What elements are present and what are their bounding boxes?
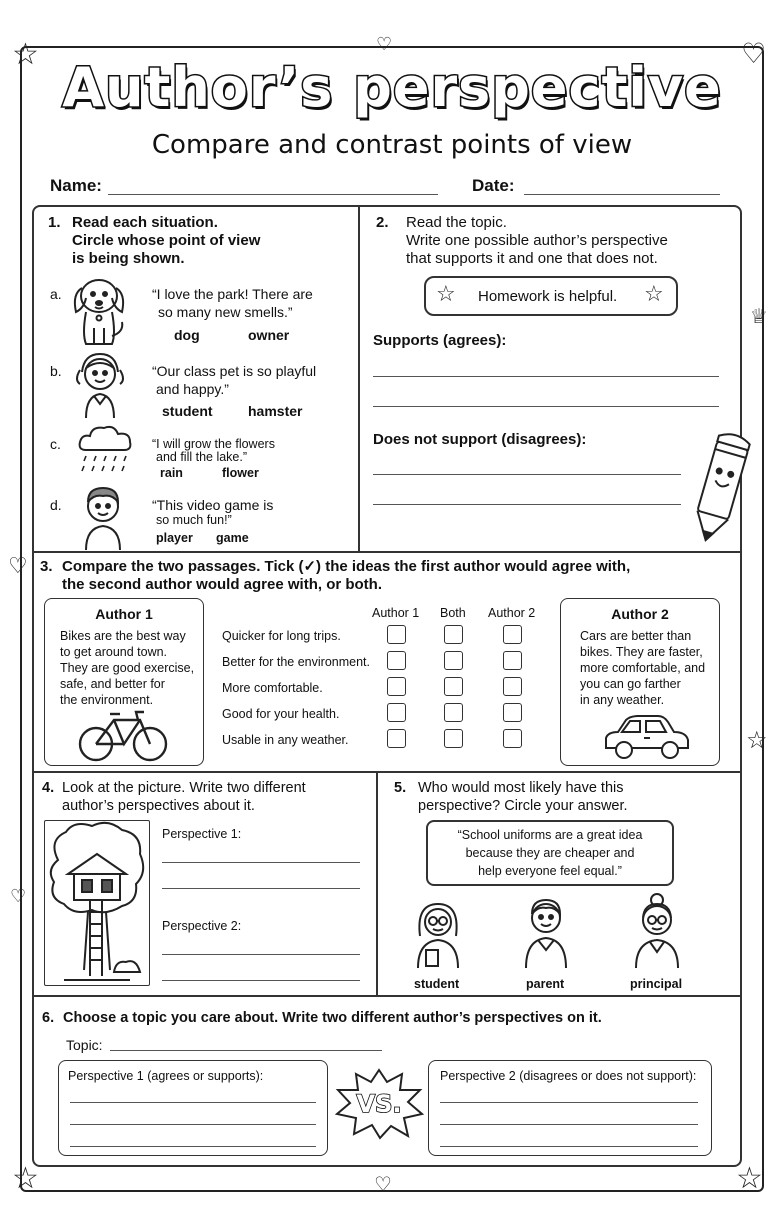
- author-1-title: Author 1: [95, 606, 153, 622]
- not-support-answer-line[interactable]: [373, 504, 681, 505]
- q2-instruction-line: Read the topic.: [406, 214, 507, 231]
- car-icon: [602, 712, 690, 762]
- perspective-1-answer-line[interactable]: [162, 862, 360, 863]
- star-icon: ☆: [736, 1161, 763, 1196]
- q2-instruction-line: that supports it and one that does not.: [406, 250, 658, 267]
- tick-box-author-1[interactable]: [387, 729, 406, 748]
- heart-icon: ♡: [376, 34, 393, 55]
- perspective-2-box-line[interactable]: [440, 1146, 698, 1147]
- idea-text: Usable in any weather.: [222, 733, 349, 747]
- date-field[interactable]: [524, 194, 720, 195]
- q3-instruction-line: Compare the two passages. Tick (✓) the ideas the first author would agree with,: [62, 558, 631, 575]
- author-2-text-line: Cars are better than: [580, 629, 692, 643]
- author-2-title: Author 2: [611, 606, 669, 622]
- choice-dog[interactable]: dog: [174, 327, 200, 343]
- perspective-1-box-label: Perspective 1 (agrees or supports):: [68, 1069, 264, 1083]
- perspective-1-box-line[interactable]: [70, 1102, 316, 1103]
- boy-icon: [76, 482, 130, 550]
- item-letter: c.: [50, 436, 61, 452]
- vs-label: VS.: [356, 1090, 402, 1118]
- tick-box-both[interactable]: [444, 703, 463, 722]
- heart-icon: ♡: [10, 886, 27, 907]
- tick-box-author-2[interactable]: [503, 703, 522, 722]
- crown-icon: ♕: [750, 304, 768, 328]
- item-quote-line: and fill the lake.”: [156, 450, 248, 464]
- date-label: Date:: [472, 176, 515, 195]
- supports-answer-line[interactable]: [373, 406, 719, 407]
- tick-box-both[interactable]: [444, 625, 463, 644]
- q4-instruction-line: author’s perspectives about it.: [62, 798, 255, 814]
- perspective-2-answer-line[interactable]: [162, 954, 360, 955]
- topic-field[interactable]: [110, 1050, 382, 1051]
- name-field[interactable]: [108, 194, 438, 195]
- idea-text: Good for your health.: [222, 707, 340, 721]
- treehouse-icon: [44, 820, 150, 986]
- parent-icon: [520, 894, 572, 968]
- perspective-2-label: Perspective 2:: [162, 919, 242, 933]
- star-icon: ☆: [12, 37, 39, 72]
- perspective-2-box-line[interactable]: [440, 1102, 698, 1103]
- item-quote-line: and happy.”: [156, 381, 229, 397]
- tick-box-author-2[interactable]: [503, 651, 522, 670]
- item-quote-line: “I love the park! There are: [152, 286, 313, 302]
- item-quote-line: so many new smells.”: [158, 304, 293, 320]
- item-letter: d.: [50, 497, 62, 513]
- topic-label: Topic:: [66, 1037, 103, 1053]
- perspective-2-box-line[interactable]: [440, 1124, 698, 1125]
- idea-text: More comfortable.: [222, 681, 323, 695]
- choice-owner[interactable]: owner: [248, 327, 290, 343]
- page-title: Author’s perspective: [62, 56, 722, 119]
- name-label: Name:: [50, 176, 102, 195]
- quote-line: “School uniforms are a great idea: [457, 828, 643, 842]
- item-letter: b.: [50, 363, 62, 379]
- dog-icon: [66, 272, 132, 348]
- pencil-icon: [688, 430, 752, 548]
- q3-number: 3.: [40, 558, 53, 575]
- item-quote-line: “I will grow the flowers: [152, 437, 275, 451]
- tick-box-author-1[interactable]: [387, 651, 406, 670]
- q5-number: 5.: [394, 780, 407, 796]
- q4-instruction-line: Look at the picture. Write two different: [62, 780, 306, 796]
- q3-instruction-line: the second author would agree with, or both.: [62, 576, 383, 593]
- q2-instruction-line: Write one possible author’s perspective: [406, 232, 668, 249]
- heart-icon: ♡: [8, 554, 28, 579]
- q6-instruction: Choose a topic you care about. Write two different author’s perspectives on it.: [63, 1010, 602, 1026]
- quote-line: help everyone feel equal.”: [478, 864, 622, 878]
- item-letter: a.: [50, 286, 62, 302]
- perspective-1-box-line[interactable]: [70, 1124, 316, 1125]
- choice-hamster[interactable]: hamster: [248, 403, 303, 419]
- q2-number: 2.: [376, 214, 389, 231]
- author-1-text-line: safe, and better for: [60, 677, 165, 691]
- tick-box-both[interactable]: [444, 729, 463, 748]
- star-icon: ☆: [746, 726, 768, 754]
- choice-rain[interactable]: rain: [160, 466, 183, 480]
- tick-box-author-2[interactable]: [503, 677, 522, 696]
- choice-flower[interactable]: flower: [222, 466, 259, 480]
- q1-number: 1.: [48, 214, 61, 231]
- q4-number: 4.: [42, 780, 55, 796]
- choice-game[interactable]: game: [216, 531, 249, 545]
- star-icon: ☆: [644, 282, 664, 307]
- perspective-1-answer-line[interactable]: [162, 888, 360, 889]
- tick-box-author-1[interactable]: [387, 677, 406, 696]
- heart-icon: ♡: [374, 1172, 392, 1196]
- idea-text: Quicker for long trips.: [222, 629, 341, 643]
- item-quote-line: so much fun!”: [156, 513, 232, 527]
- choice-parent[interactable]: parent: [526, 977, 565, 991]
- supports-answer-line[interactable]: [373, 376, 719, 377]
- column-header-both: Both: [440, 606, 466, 620]
- star-icon: ☆: [436, 282, 456, 307]
- star-icon: ☆: [12, 1161, 39, 1196]
- rain-cloud-icon: [76, 424, 136, 480]
- choice-player[interactable]: player: [156, 531, 193, 545]
- column-header-author-1: Author 1: [372, 606, 420, 620]
- q1-instruction-line: is being shown.: [72, 250, 185, 267]
- perspective-1-box-line[interactable]: [70, 1146, 316, 1147]
- tick-box-both[interactable]: [444, 677, 463, 696]
- author-2-text-line: more comfortable, and: [580, 661, 706, 675]
- principal-icon: [630, 892, 684, 968]
- supports-label: Supports (agrees):: [373, 332, 507, 349]
- q5-instruction-line: perspective? Circle your answer.: [418, 798, 628, 814]
- bicycle-icon: [76, 708, 170, 764]
- item-quote-line: “Our class pet is so playful: [152, 363, 317, 379]
- choice-student[interactable]: student: [162, 403, 213, 419]
- girl-icon: [70, 350, 130, 420]
- author-2-text-line: you can go farther: [580, 677, 681, 691]
- author-2-text-line: bikes. They are faster,: [580, 645, 703, 659]
- q1-instruction-line: Circle whose point of view: [72, 232, 261, 249]
- tick-box-author-2[interactable]: [503, 729, 522, 748]
- q1-instruction-line: Read each situation.: [72, 214, 218, 231]
- heart-icon: ♡: [741, 37, 767, 70]
- q5-instruction-line: Who would most likely have this: [418, 780, 624, 796]
- choice-student[interactable]: student: [414, 977, 460, 991]
- author-1-text-line: to get around town.: [60, 645, 168, 659]
- tick-box-author-1[interactable]: [387, 625, 406, 644]
- perspective-2-box-label: Perspective 2 (disagrees or does not support):: [440, 1069, 697, 1083]
- author-1-text-line: the environment.: [60, 693, 154, 707]
- perspective-2-answer-line[interactable]: [162, 980, 360, 981]
- tick-box-author-2[interactable]: [503, 625, 522, 644]
- not-support-answer-line[interactable]: [373, 474, 681, 475]
- tick-box-author-1[interactable]: [387, 703, 406, 722]
- perspective-1-label: Perspective 1:: [162, 827, 242, 841]
- column-header-author-2: Author 2: [488, 606, 536, 620]
- idea-text: Better for the environment.: [222, 655, 370, 669]
- student-icon: [412, 896, 464, 968]
- item-quote-line: “This video game is: [152, 497, 274, 513]
- quote-line: because they are cheaper and: [465, 846, 635, 860]
- choice-principal[interactable]: principal: [630, 977, 683, 991]
- not-support-label: Does not support (disagrees):: [373, 431, 587, 448]
- topic-text: Homework is helpful.: [478, 288, 618, 305]
- author-1-text-line: They are good exercise,: [60, 661, 195, 675]
- page-subtitle: Compare and contrast points of view: [151, 130, 633, 160]
- tick-box-both[interactable]: [444, 651, 463, 670]
- author-2-text-line: in any weather.: [580, 693, 665, 707]
- author-1-text-line: Bikes are the best way: [60, 629, 186, 643]
- q6-number: 6.: [42, 1010, 55, 1026]
